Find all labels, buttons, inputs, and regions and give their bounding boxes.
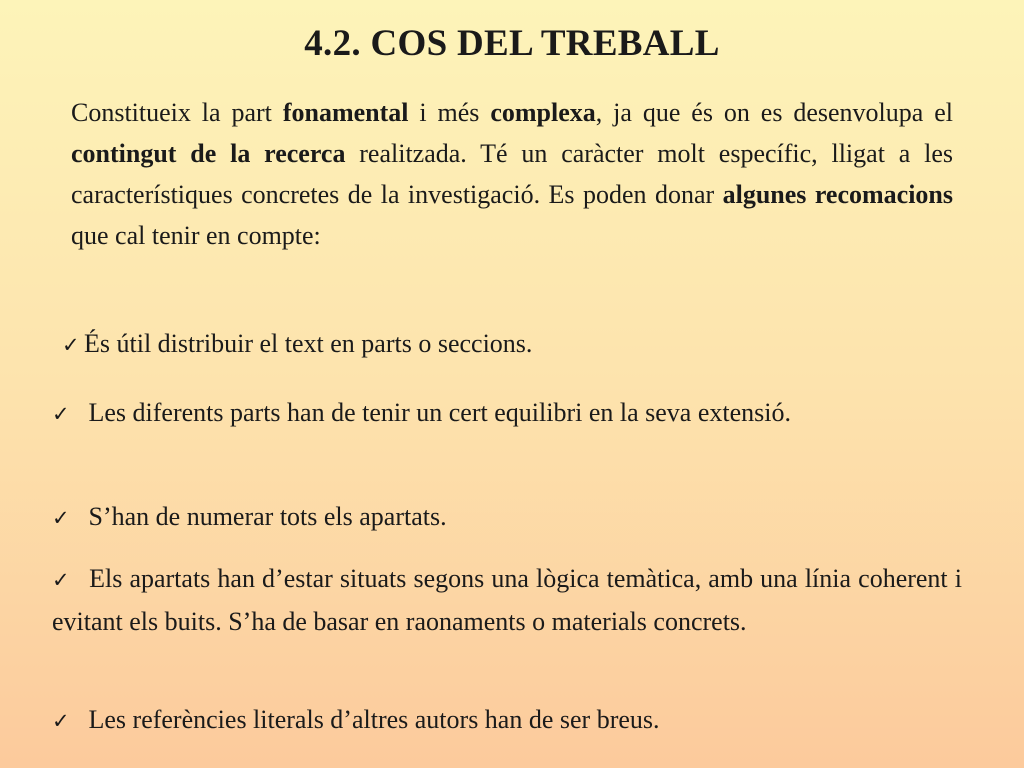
bullet-item <box>52 496 962 539</box>
bullet-item <box>52 392 962 435</box>
intro-text-4: realitzada. Té un caràcter molt específic, lligat a les característiques concretes de la investigació. Es poden donar <box>71 139 953 209</box>
intro-text-1: Constitueix la part <box>71 98 283 127</box>
intro-text-2: i més <box>408 98 491 127</box>
intro-bold-fonamental: fonamental <box>282 98 409 127</box>
checkmark-icon: ✓ <box>52 402 70 426</box>
bullet-item <box>52 699 962 742</box>
bullet-item <box>62 323 722 366</box>
intro-bold-contingut: contingut de la recerca <box>71 139 346 168</box>
intro-paragraph <box>71 92 953 256</box>
checkmark-icon: ✓ <box>62 333 80 357</box>
bullet-text: Les diferents parts han de tenir un cert equilibri en la seva extensió. <box>82 398 791 427</box>
checkmark-icon: ✓ <box>52 709 70 733</box>
checkmark-icon: ✓ <box>52 506 70 530</box>
bullet-text: Els apartats han d’estar situats segons una lògica temàtica, amb una línia coherent i evitant els buits. S’ha de basar en raonaments o materials concrets. <box>52 564 962 636</box>
bullet-text: Les referències literals d’altres autors han de ser breus. <box>82 705 660 734</box>
intro-text-5: que cal tenir en compte: <box>71 221 321 250</box>
checkmark-icon: ✓ <box>52 568 70 592</box>
bullet-text: És útil distribuir el text en parts o seccions. <box>84 329 533 358</box>
intro-bold-recomacions: algunes recomacions <box>722 180 953 209</box>
intro-text-3: , ja que és on es desenvolupa el <box>595 98 953 127</box>
bullet-item <box>52 558 962 642</box>
bullet-text: S’han de numerar tots els apartats. <box>82 502 447 531</box>
intro-bold-complexa: complexa <box>490 98 596 127</box>
slide-title: 4.2. COS DEL TREBALL <box>304 23 720 64</box>
